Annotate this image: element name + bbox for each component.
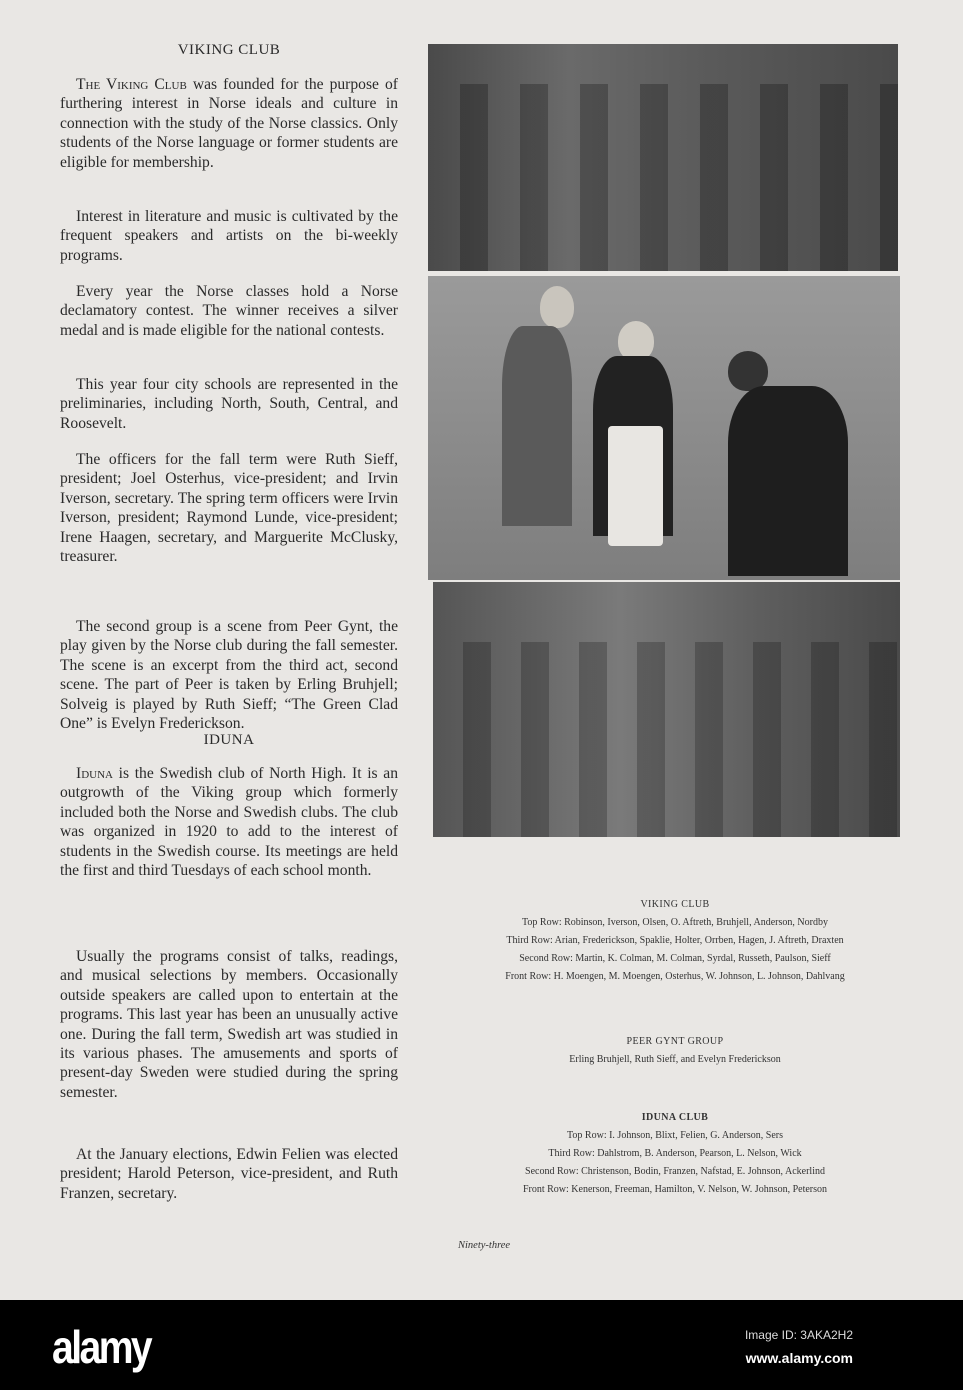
iduna-club-group-photo [433, 582, 900, 837]
caption-row: Front Row: Kenerson, Freeman, Hamilton, V. Nelson, W. Johnson, Peterson [522, 1184, 828, 1195]
caption-title: IDUNA CLUB [641, 1112, 709, 1123]
viking-paragraph-5: The officers for the fall term were Ruth Sieff, president; Joel Osterhus, vice-president; and Irvin Iverson, secretary. The spring term officers were Irvin Iverson, president; Raymond Lunde, vice-president; Irene Haagen, secretary, and Marguerite McClusky, treasurer. [60, 451, 398, 566]
viking-paragraph-1 [60, 75, 398, 172]
caption-row: Third Row: Dahlstrom, B. Anderson, Pearson, L. Nelson, Wick [548, 1148, 802, 1159]
caption-row: Top Row: Robinson, Iverson, Olsen, O. Aftreth, Bruhjell, Anderson, Nordby [522, 917, 828, 928]
iduna-paragraph-3: At the January elections, Edwin Felien was elected president; Harold Peterson, vice-president, and Ruth Franzen, secretary. [60, 1146, 398, 1202]
iduna-club-caption [440, 1109, 910, 1199]
iduna-heading: IDUNA [203, 732, 255, 748]
watermark-url: www.alamy.com [745, 1350, 853, 1366]
caption-title: PEER GYNT GROUP [626, 1036, 724, 1047]
viking-paragraph-2: Interest in literature and music is cultivated by the frequent speakers and artists on the bi-weekly programs. [60, 208, 398, 264]
viking-lead: The Viking Club [76, 76, 187, 93]
caption-row: Second Row: Martin, K. Colman, M. Colman, Syrdal, Russeth, Paulson, Sieff [519, 953, 831, 964]
caption-names: Erling Bruhjell, Ruth Sieff, and Evelyn Frederickson [569, 1054, 781, 1065]
caption-row: Second Row: Christenson, Bodin, Franzen, Nafstad, E. Johnson, Ackerlind [525, 1166, 825, 1177]
iduna-paragraph-1 [60, 764, 398, 880]
viking-club-heading: VIKING CLUB [177, 42, 281, 58]
watermark-bar [0, 1300, 963, 1390]
iduna-p1-text: is the Swedish club of North High. It is an outgrowth of the Viking group which formerly included both the Norse and Swedish clubs. The club was organized in 1920 to add to the interest of students in the Swedish course. Its meetings are held the first and third Tuesdays of each school month. [60, 765, 398, 880]
caption-row: Third Row: Arian, Frederickson, Spaklie, Holter, Orrben, Hagen, J. Aftreth, Draxten [506, 935, 844, 946]
viking-club-caption [440, 896, 910, 986]
caption-title: VIKING CLUB [640, 899, 710, 910]
peer-gynt-caption [440, 1033, 910, 1069]
image-id: Image ID: 3AKA2H2 [744, 1328, 853, 1342]
viking-paragraph-3: Every year the Norse classes hold a Norse declamatory contest. The winner receives a silver medal and is made eligible for the national contests. [60, 283, 398, 339]
iduna-paragraph-2: Usually the programs consist of talks, readings, and musical selections by members. Occasionally outside speakers are called upon to entertain at the programs. This last year has been an unusually active one. During the fall term, Swedish art was studied in its various phases. The amusements and sports of present-day Sweden were studied during the spring semester. [60, 948, 398, 1101]
caption-row: Front Row: H. Moengen, M. Moengen, Osterhus, W. Johnson, L. Johnson, Dahlvang [505, 971, 845, 982]
viking-paragraph-6: The second group is a scene from Peer Gynt, the play given by the Norse club during the fall semester. The scene is an excerpt from the third act, second scene. The part of Peer is taken by Erling Bruhjell; Solveig is played by Ruth Sieff; “The Green Clad One” is Evelyn Frederickson. [60, 618, 398, 733]
page-number: Ninety-three [458, 1240, 511, 1251]
peer-gynt-scene-photo [428, 276, 900, 580]
viking-p1-text: was founded for the purpose of furthering interest in Norse ideals and culture in connection with the study of the Norse classics. Only students of the Norse language or former students are eligible for membership. [60, 76, 398, 171]
alamy-logo: alamy [52, 1321, 151, 1373]
viking-club-group-photo [428, 44, 898, 271]
viking-paragraph-4: This year four city schools are represented in the preliminaries, including North, South, Central, and Roosevelt. [60, 376, 398, 432]
iduna-lead: Iduna [76, 765, 113, 782]
caption-row: Top Row: I. Johnson, Blixt, Felien, G. Anderson, Sers [567, 1130, 783, 1141]
